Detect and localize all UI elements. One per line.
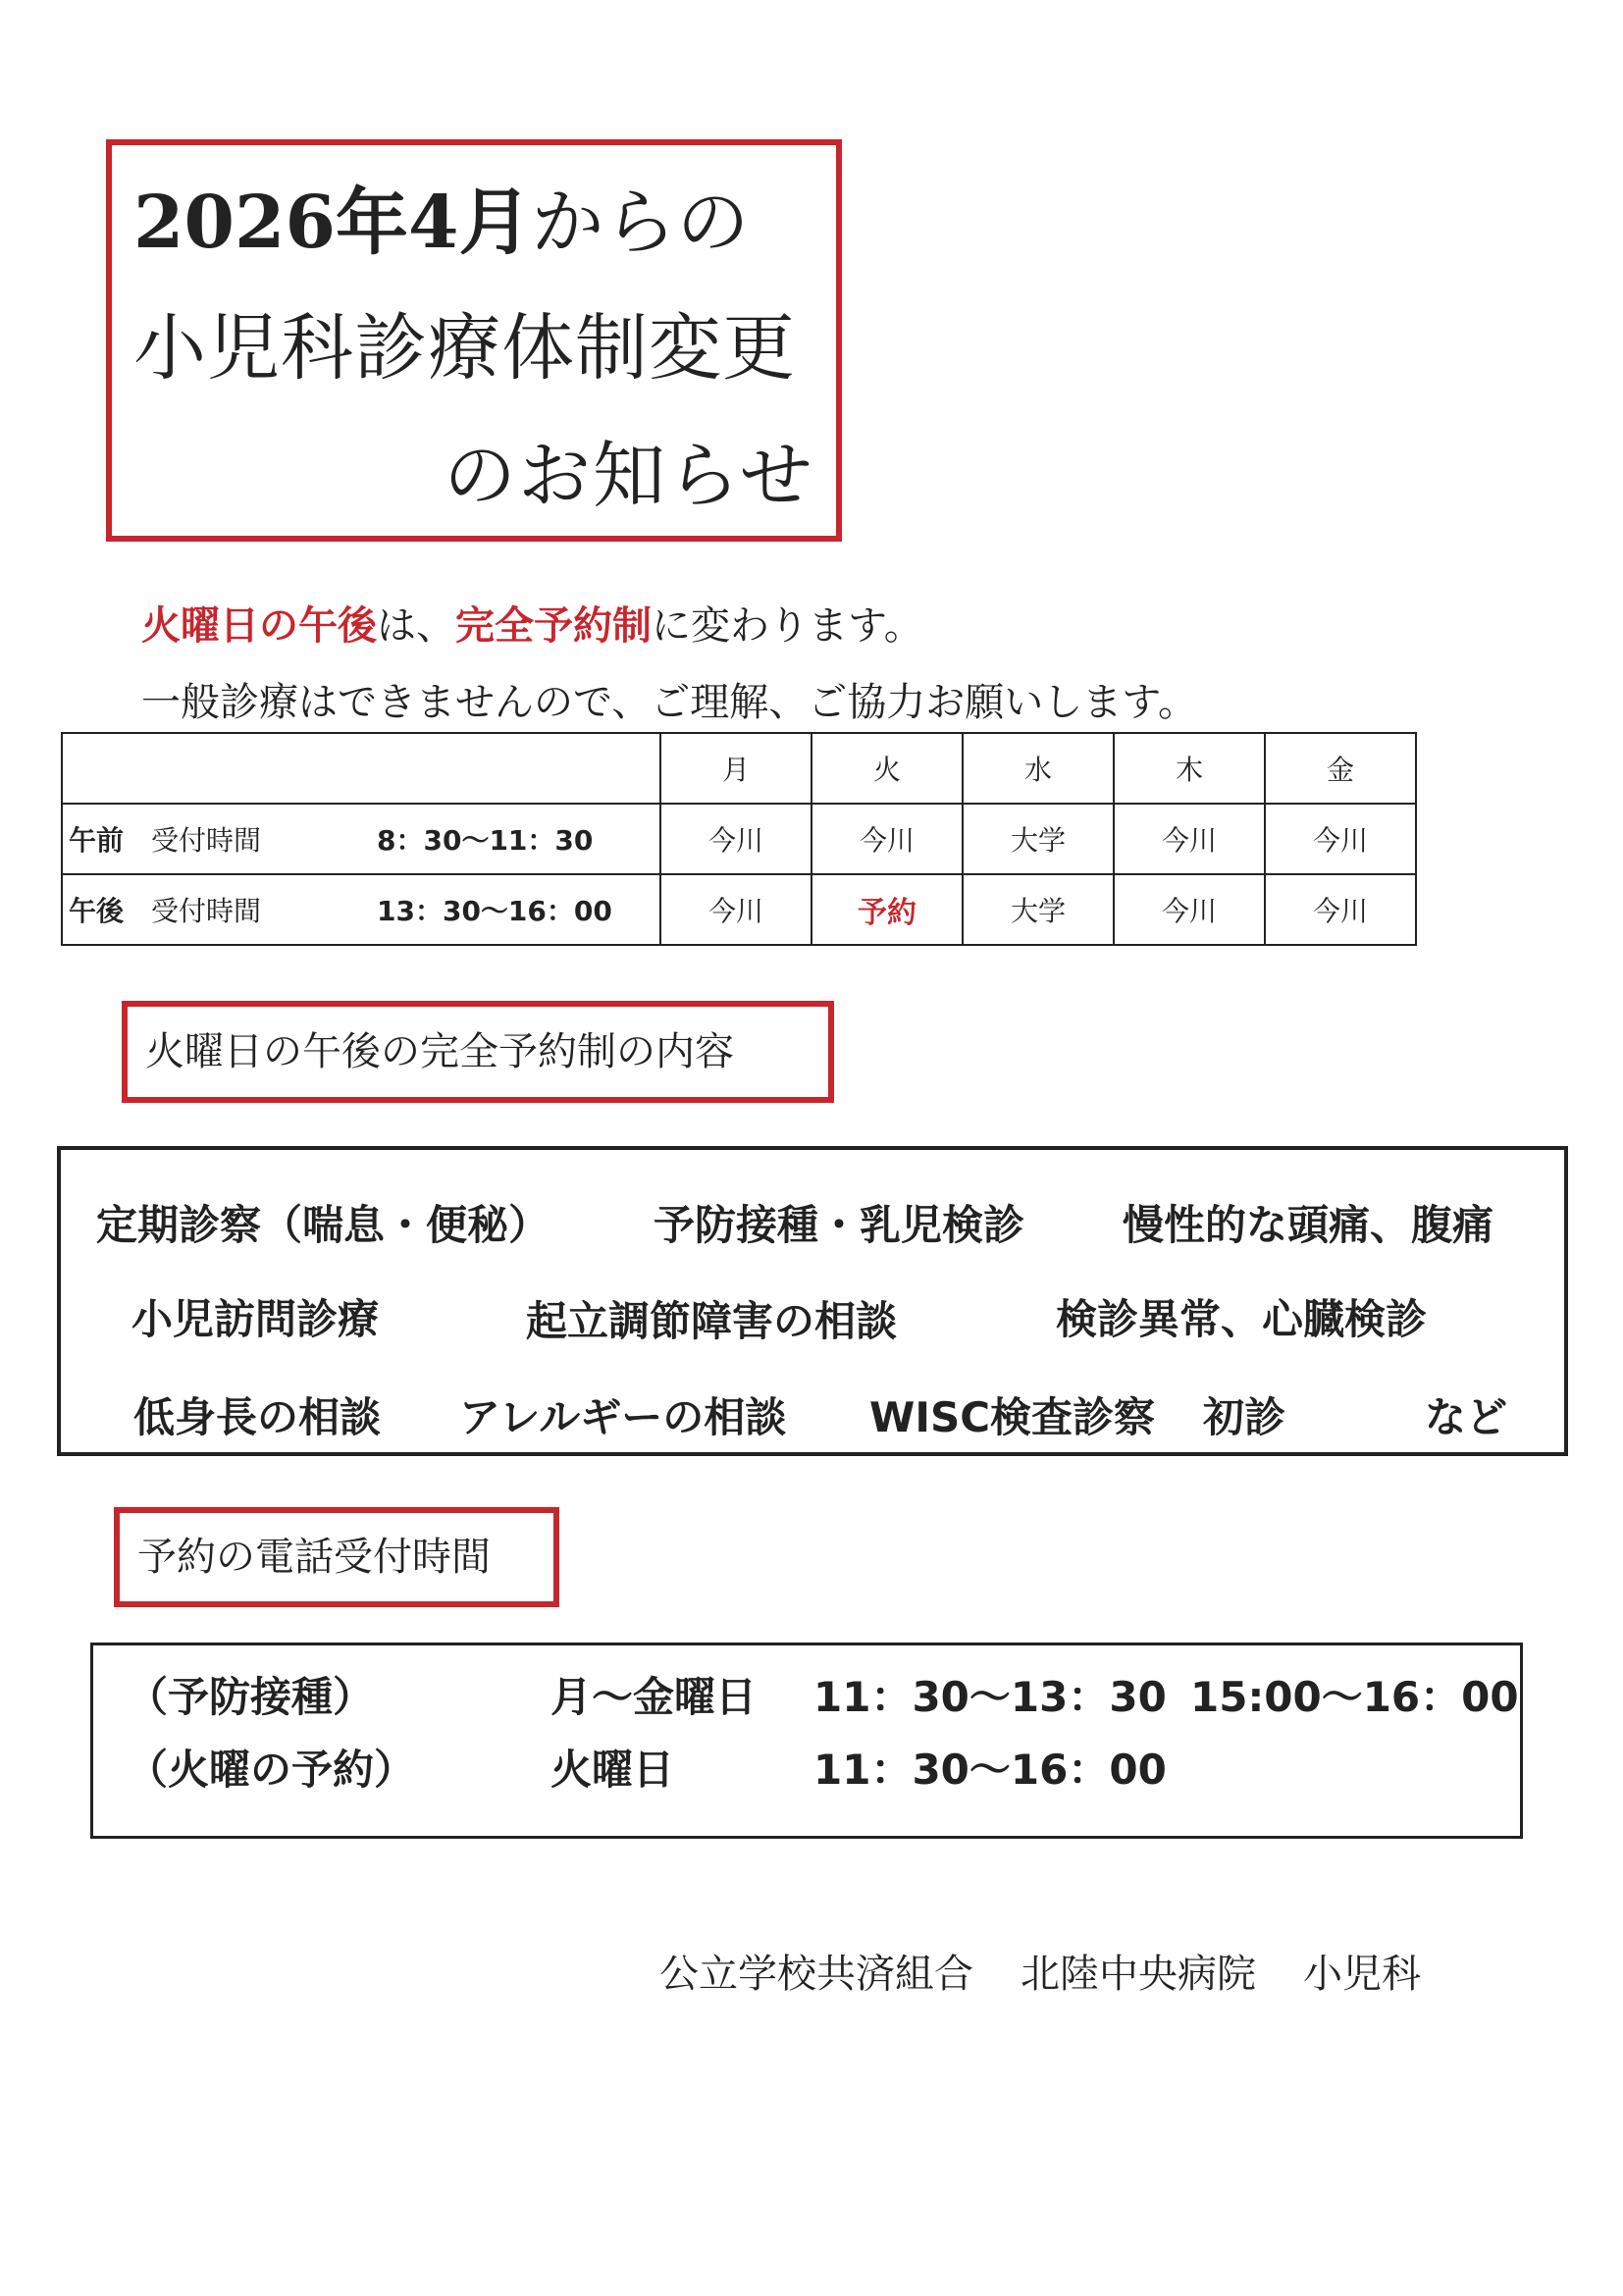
section-heading-reservation-content (122, 1001, 834, 1103)
schedule-cell-reservation: 予約 (812, 874, 963, 945)
phone-vaccination-label: （予防接種） (127, 1673, 375, 1721)
period-label: 午後 (69, 895, 125, 927)
footer-org: 公立学校共済組合 (659, 1952, 973, 1997)
title-line-1-rest: からの (531, 181, 750, 265)
schedule-cell: 今川 (1114, 804, 1265, 874)
service-item: 慢性的な頭痛、腹痛 (1123, 1201, 1494, 1249)
notice-particle: は、 (377, 603, 455, 649)
notice-change-suffix: に変わります。 (652, 603, 923, 649)
schedule-row-label (62, 874, 660, 945)
section-heading-text: 火曜日の午後の完全予約制の内容 (145, 1029, 734, 1074)
day-header: 水 (963, 733, 1114, 804)
service-item: 起立調節障害の相談 (526, 1297, 898, 1345)
title-line-2: 小児科診療体制変更 (133, 306, 796, 391)
day-header: 木 (1114, 733, 1265, 804)
notice-line-2: 一般診療はできませんので、ご理解、ご協力お願いします。 (141, 680, 1197, 725)
section-heading-text: 予約の電話受付時間 (137, 1535, 491, 1580)
notice-full-reservation: 完全予約制 (455, 603, 652, 649)
phone-hours-box (90, 1643, 1523, 1839)
schedule-cell: 今川 (812, 804, 963, 874)
schedule-row-am (62, 804, 1416, 874)
period-label: 午前 (69, 824, 125, 857)
schedule-cell: 今川 (1265, 874, 1416, 945)
service-item: WISC検査診察 (869, 1393, 1156, 1441)
title-year-month: 2026年4月 (133, 181, 532, 265)
title-line-1 (133, 181, 750, 265)
day-header: 火 (812, 733, 963, 804)
services-box (57, 1146, 1568, 1456)
schedule-cell: 大学 (963, 804, 1114, 874)
reception-label: 受付時間 (151, 824, 262, 857)
service-item: 予防接種・乳児検診 (654, 1201, 1025, 1249)
title-line-3: のお知らせ (444, 434, 814, 518)
schedule-table (61, 732, 1417, 946)
schedule-row-pm (62, 874, 1416, 945)
phone-tuesday-days: 火曜日 (550, 1746, 675, 1794)
reception-label: 受付時間 (151, 895, 262, 927)
service-item: 検診異常、心臓検診 (1056, 1295, 1428, 1343)
service-item: など (1425, 1393, 1508, 1441)
reception-time: 13：30～16：00 (377, 895, 612, 927)
phone-tuesday-label: （火曜の予約） (127, 1746, 416, 1794)
phone-tuesday-time: 11：30～16：00 (813, 1746, 1167, 1794)
footer-dept: 小児科 (1303, 1952, 1421, 1997)
schedule-cell: 今川 (660, 804, 812, 874)
day-header: 月 (660, 733, 812, 804)
notice-line-1 (141, 595, 923, 651)
service-item: アレルギーの相談 (459, 1393, 787, 1441)
section-heading-phone-hours (114, 1507, 559, 1607)
notice-tue-pm: 火曜日の午後 (141, 603, 377, 649)
schedule-header-row (62, 733, 1416, 804)
phone-vaccination-time-2: 15:00～16：00 (1190, 1673, 1519, 1721)
title-box (106, 139, 842, 542)
phone-vaccination-time-1: 11：30～13：30 (813, 1673, 1167, 1721)
schedule-row-label (62, 804, 660, 874)
schedule-cell: 今川 (1114, 874, 1265, 945)
service-item: 定期診察（喘息・便秘） (96, 1201, 550, 1249)
footer-hospital: 北陸中央病院 (1021, 1952, 1256, 1997)
schedule-cell: 大学 (963, 874, 1114, 945)
schedule-cell: 今川 (1265, 804, 1416, 874)
footer (659, 1943, 1421, 1999)
schedule-cell: 今川 (660, 874, 812, 945)
service-item: 小児訪問診療 (131, 1295, 380, 1343)
service-item: 初診 (1203, 1393, 1286, 1441)
day-header: 金 (1265, 733, 1416, 804)
schedule-corner-cell (62, 733, 660, 804)
reception-time: 8：30～11：30 (377, 824, 594, 857)
service-item: 低身長の相談 (133, 1393, 382, 1441)
phone-vaccination-days: 月～金曜日 (550, 1673, 758, 1721)
